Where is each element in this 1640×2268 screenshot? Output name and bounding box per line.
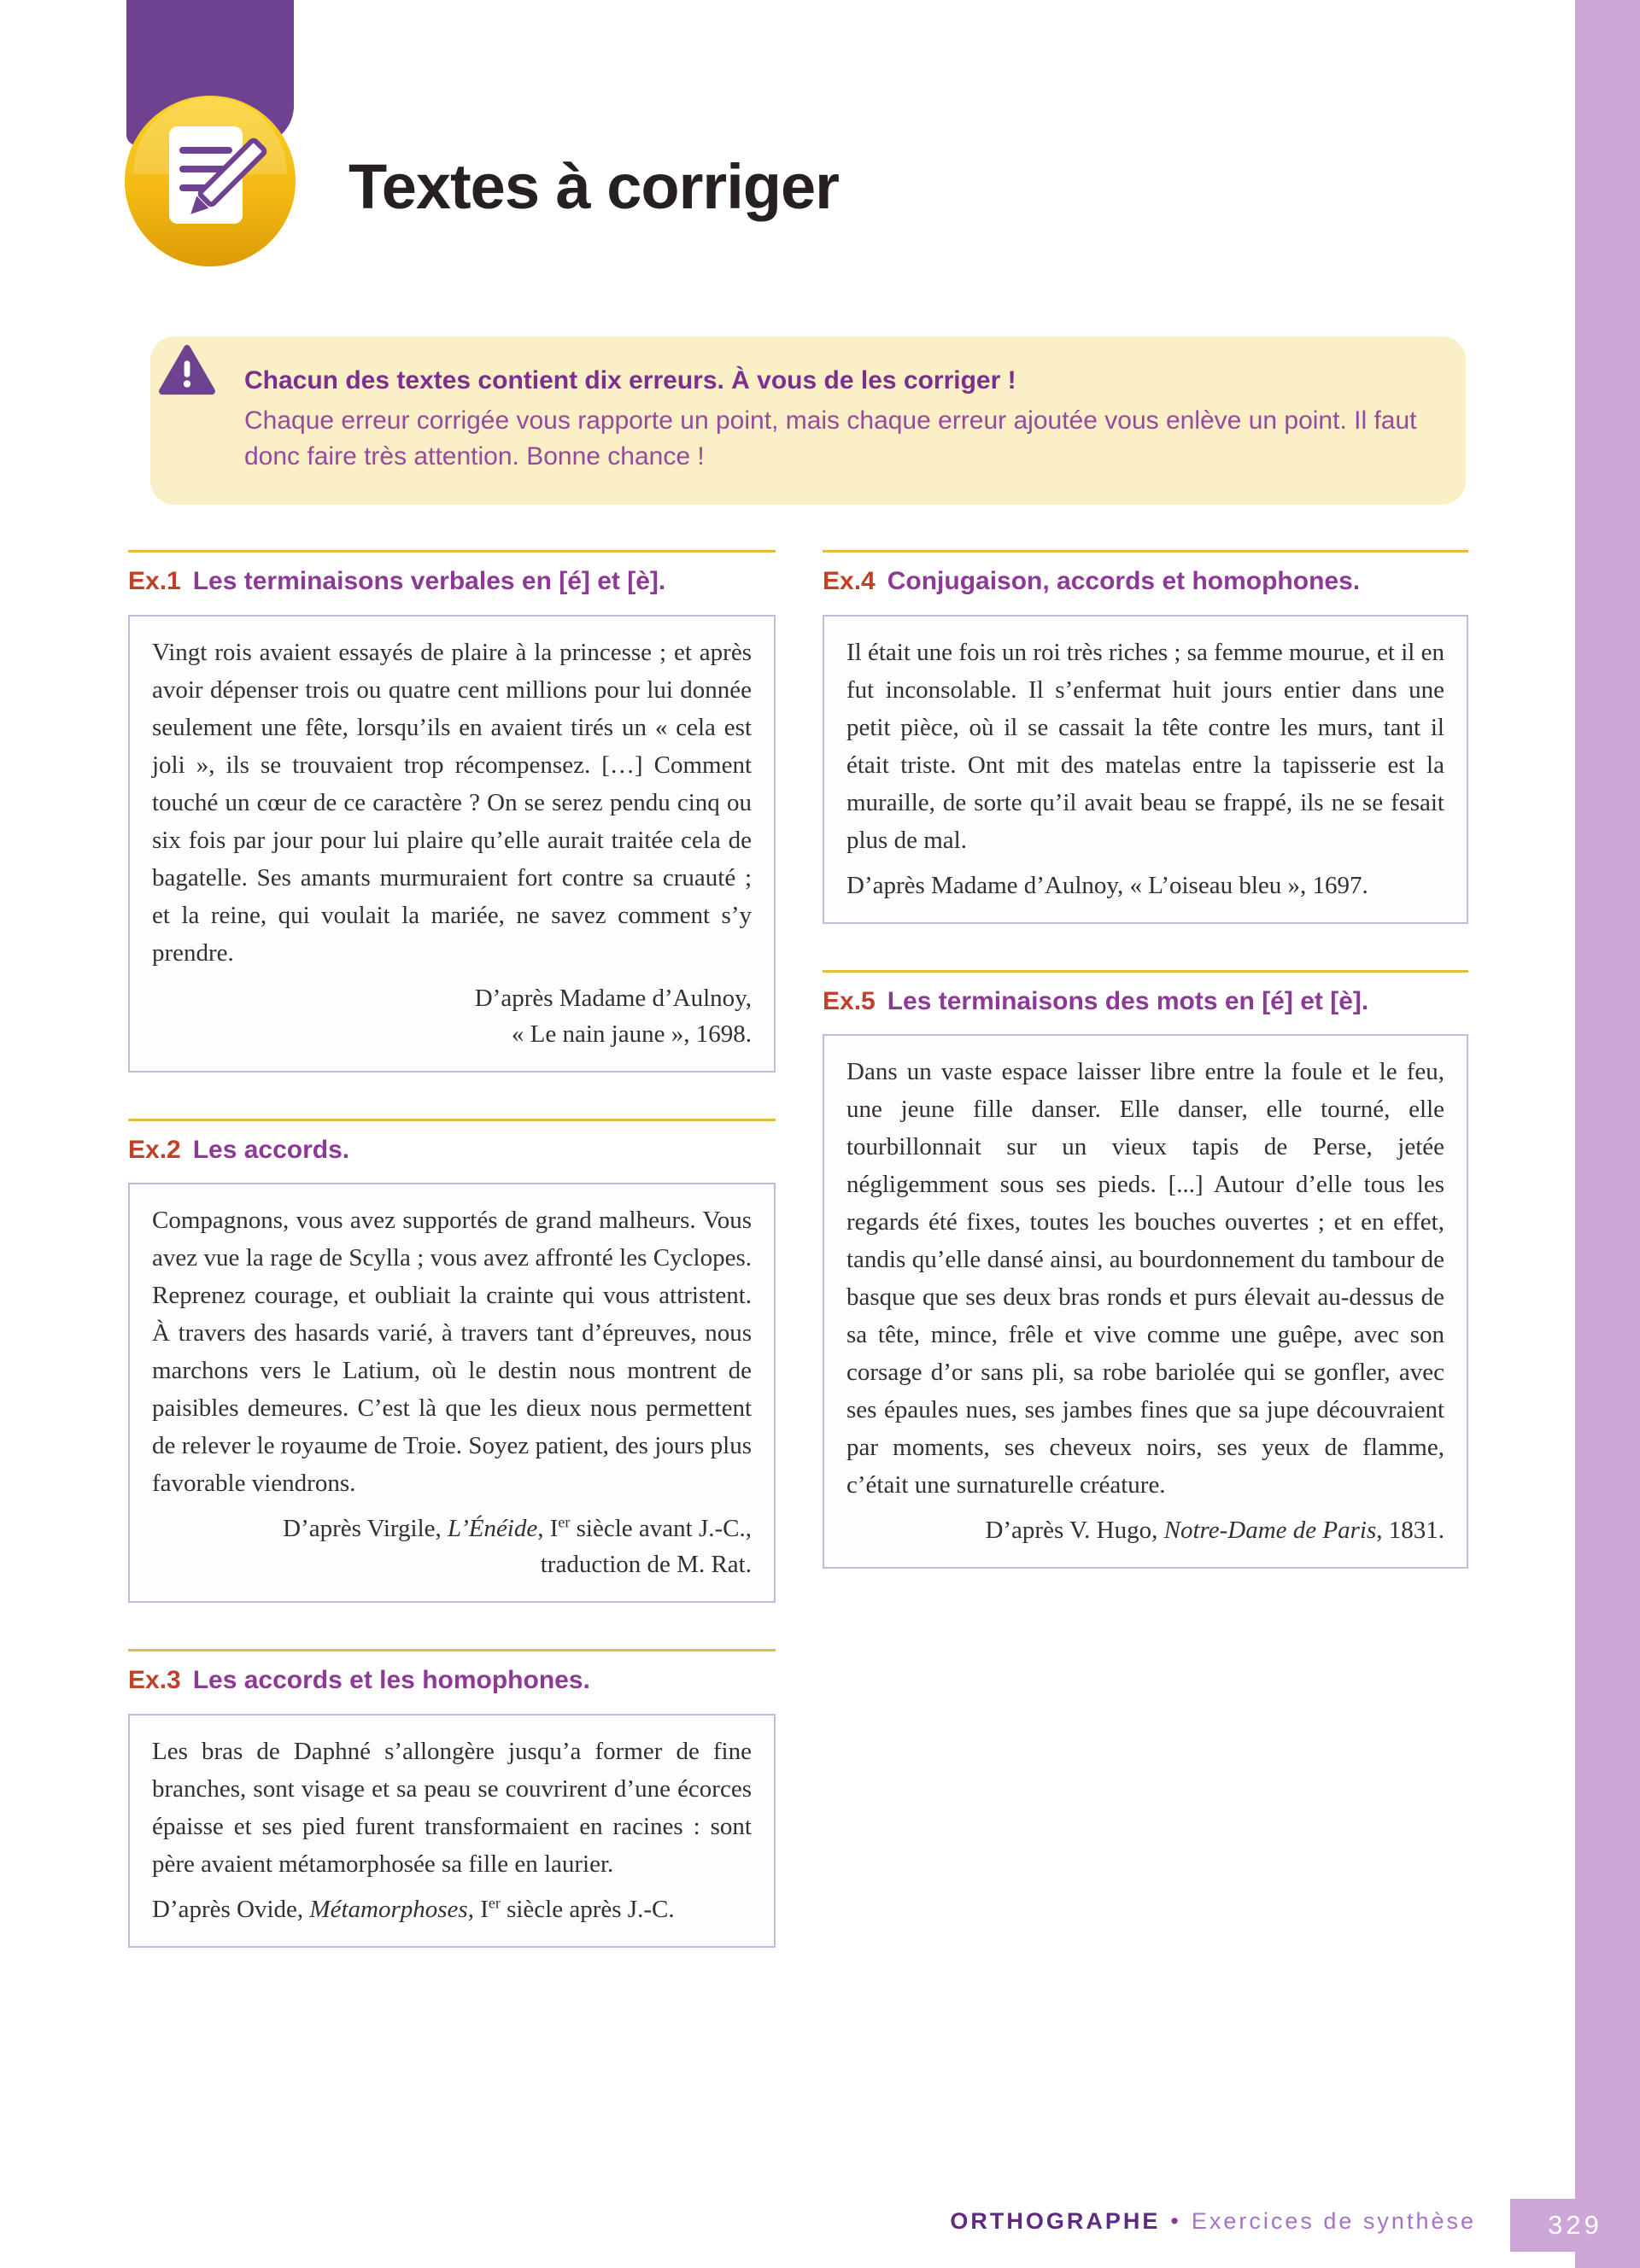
exercise-text-box xyxy=(128,1714,776,1948)
exercise-body: Compagnons, vous avez supportés de grand malheurs. Vous avez vue la rage de Scylla ; vous avez affronté les Cyclopes. Reprenez courage, et oubliait la crainte qui vous attristent. À travers des hasards varié, à travers tant d’épreuves, nous marchons vers le Latium, où le destin nous montrent de paisibles demeures. C’est là que les dieux nous permettent de relever le royaume de Troie. Soyez patient, des jours plus favorable viendrons. xyxy=(152,1207,752,1497)
exercise-attribution: D’après V. Hugo, Notre-Dame de Paris, 1831. xyxy=(985,1517,1444,1544)
exercise-title: Les terminaisons des mots en [é] et [è]. xyxy=(887,986,1369,1015)
exercise-attribution: D’après Ovide, Métamorphoses, Ier siècle après J.-C. xyxy=(152,1893,675,1923)
footer-bullet: • xyxy=(1170,2208,1181,2234)
exercise-number: Ex.3 xyxy=(128,1666,181,1694)
exercise-number: Ex.1 xyxy=(128,567,181,595)
exercise-attribution: D’après Virgile, L’Énéide, Ier siècle avant J.-C., traduction de M. Rat. xyxy=(283,1513,752,1578)
left-column xyxy=(128,550,776,1994)
exercise-3 xyxy=(128,1649,776,1948)
right-column xyxy=(823,550,1468,1615)
exercise-text-box xyxy=(128,615,776,1073)
edit-document-icon xyxy=(120,89,301,270)
exercise-2 xyxy=(128,1119,776,1604)
exercise-text-box xyxy=(128,1183,776,1603)
page-edge-strip xyxy=(1575,0,1640,2268)
exercise-title: Les accords et les homophones. xyxy=(192,1666,590,1694)
exercise-text-box xyxy=(823,615,1468,924)
exercise-attribution: D’après Madame d’Aulnoy, « L’oiseau bleu », 1697. xyxy=(846,871,1368,899)
exercise-body: Les bras de Daphné s’allongère jusqu’a former de fine branches, sont visage et sa peau se couvrirent d’une écorces épaisse et ses pied furent transformaient en racines : sont père avaient métamorphosée sa fille en laurier. xyxy=(152,1737,752,1878)
exercise-title: Les terminaisons verbales en [é] et [è]. xyxy=(192,567,666,595)
exercise-1-header xyxy=(128,564,776,599)
instructions-box xyxy=(150,336,1466,505)
exercise-4 xyxy=(823,550,1468,924)
exercise-title: Conjugaison, accords et homophones. xyxy=(887,567,1361,595)
exercise-5-header xyxy=(823,985,1468,1020)
exercise-body: Vingt rois avaient essayés de plaire à la princesse ; et après avoir dépenser trois ou quatre cent millions pour lui donnée seulement une fête, lorsqu’ils en avaient tirés un « cela est joli », ils se trouvaient trop récompensez. […] Comment touché un cœur de ce caractère ? On se serez pendu cinq ou six fois par jour pour lui plaire qu’elle aurait traitée cela de bagatelle. Ses amants murmuraient fort contre sa cruauté ; et la reine, qui voulait la mariée, ne savez comment s’y prendre. xyxy=(152,638,752,967)
exercise-title: Les accords. xyxy=(192,1135,350,1164)
footer-section-label: ORTHOGRAPHE xyxy=(950,2208,1161,2234)
exercise-number: Ex.2 xyxy=(128,1135,181,1164)
exercise-2-header xyxy=(128,1133,776,1168)
exercise-1 xyxy=(128,550,776,1073)
exercise-5 xyxy=(823,970,1468,1569)
warning-triangle-icon xyxy=(157,343,217,398)
exercise-3-header xyxy=(128,1663,776,1698)
footer-subsection-label: Exercices de synthèse xyxy=(1191,2208,1476,2234)
exercise-body: Il était une fois un roi très riches ; sa femme mourue, et il en fut inconsolable. Il s’enfermat huit jours entier dans une petit pièce, où il se cassait la tête contre les murs, tant il était triste. Ont mit des matelas entre la tapisserie est la muraille, de sorte qu’il avait beau se frappé, ils ne se fesait plus de mal. xyxy=(846,638,1444,854)
footer-breadcrumb xyxy=(950,2208,1476,2235)
page-title: Textes à corriger xyxy=(348,151,839,222)
exercise-number: Ex.4 xyxy=(823,567,876,595)
instructions-text: Chaque erreur corrigée vous rapporte un point, mais chaque erreur ajoutée vous enlève un point. Il faut donc faire très attention. Bonne chance ! xyxy=(244,406,1417,471)
exercise-text-box xyxy=(823,1034,1468,1569)
exercise-attribution: D’après Madame d’Aulnoy, « Le nain jaune », 1698. xyxy=(474,984,752,1048)
exercise-body: Dans un vaste espace laisser libre entre la foule et le feu, une jeune fille danser. Elle danser, elle tourné, elle tourbillonnait sur un vieux tapis de Perse, jetée négligemment sous ses pieds. [...] Autour d’elle tous les regards été fixes, toutes les bouches ouvertes ; et en effet, tandis qu’elle dansé ainsi, au bourdonnement du tambour de basque que ses deux bras ronds et purs élevait au-dessus de sa tête, mince, frêle et vive comme une guêpe, avec son corsage d’or sans pli, sa robe bariolée qui se gonfler, avec ses épaules nues, ses jambes fines que sa jupe découvraient par moments, ses cheveux noirs, ses yeux de flamme, c’était une surnaturelle créature. xyxy=(846,1058,1444,1499)
page-number: 329 xyxy=(1510,2199,1640,2252)
exercise-4-header xyxy=(823,564,1468,599)
exercise-number: Ex.5 xyxy=(823,986,876,1015)
instructions-heading: Chacun des textes contient dix erreurs. À vous de les corriger ! xyxy=(244,366,1016,395)
